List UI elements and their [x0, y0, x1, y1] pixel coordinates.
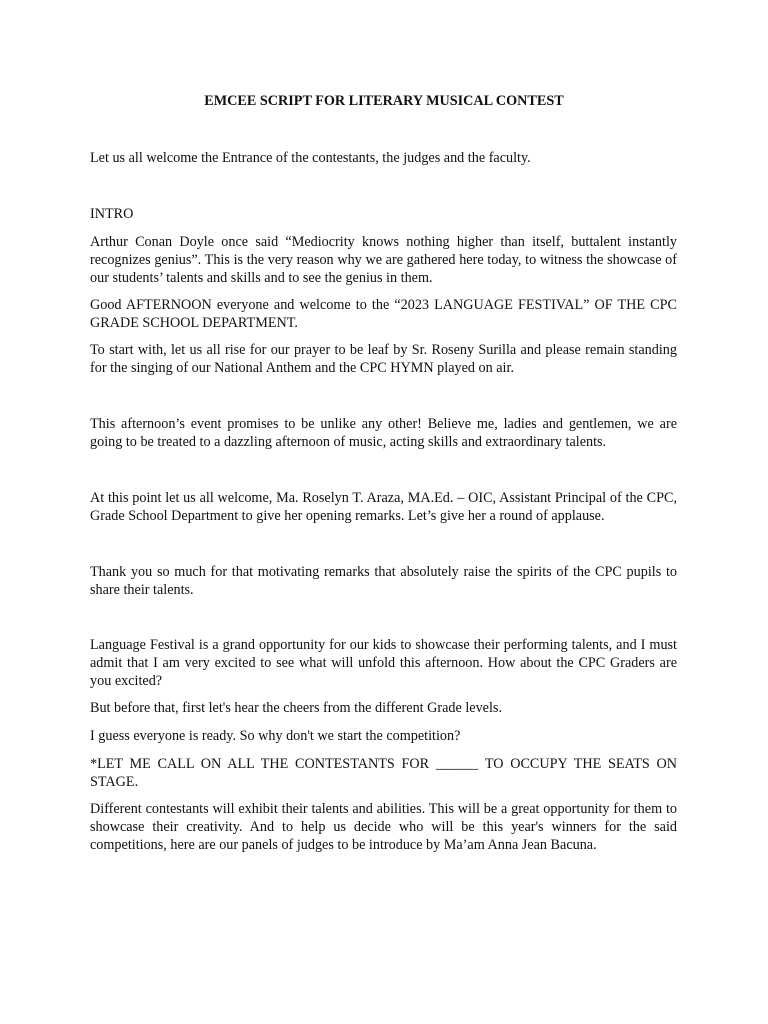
paragraph-event-promise: This afternoon’s event promises to be unlike any other! Believe me, ladies and gentlemen, we are going to be treated to a dazzling afternoon of music, acting skills and extraordinary talents.: [90, 416, 677, 450]
paragraph-cheers: But before that, first let's hear the cheers from the different Grade levels.: [90, 700, 502, 716]
section-heading-intro: INTRO: [90, 206, 134, 222]
paragraph-judges: Different contestants will exhibit their talents and abilities. This will be a great opportunity for them to showcase their creativity. And to help us decide who will be this year's winners for the said competitions, here are our panels of judges to be introduce by Ma’am Anna Jean Bacuna.: [90, 801, 677, 853]
paragraph-prayer: To start with, let us all rise for our prayer to be leaf by Sr. Roseny Surilla and please remain standing for the singing of our National Anthem and the CPC HYMN played on air.: [90, 342, 677, 376]
paragraph-language-festival: Language Festival is a grand opportunity for our kids to showcase their performing talents, and I must admit that I am very excited to see what will unfold this afternoon. How about the CPC Graders are you excited?: [90, 637, 677, 689]
paragraph-ready: I guess everyone is ready. So why don't we start the competition?: [90, 728, 461, 744]
paragraph-thank-you: Thank you so much for that motivating remarks that absolutely raise the spirits of the CPC pupils to share their talents.: [90, 564, 677, 598]
paragraph-opening-remarks: At this point let us all welcome, Ma. Roselyn T. Araza, MA.Ed. – OIC, Assistant Principal of the CPC, Grade School Department to give her opening remarks. Let’s give her a round of applause.: [90, 490, 677, 524]
paragraph-greeting: Good AFTERNOON everyone and welcome to the “2023 LANGUAGE FESTIVAL” OF THE CPC GRADE SCHOOL DEPARTMENT.: [90, 297, 677, 331]
document-title: EMCEE SCRIPT FOR LITERARY MUSICAL CONTEST: [204, 93, 564, 109]
paragraph-call-contestants: *LET ME CALL ON ALL THE CONTESTANTS FOR ______ TO OCCUPY THE SEATS ON STAGE.: [90, 756, 677, 790]
paragraph-welcome-entrance: Let us all welcome the Entrance of the contestants, the judges and the faculty.: [90, 150, 531, 166]
paragraph-quote: Arthur Conan Doyle once said “Mediocrity knows nothing higher than itself, buttalent instantly recognizes genius”. This is the very reason why we are gathered here today, to witness the showcase of our students’ talents and skills and to see the genius in them.: [90, 234, 677, 286]
